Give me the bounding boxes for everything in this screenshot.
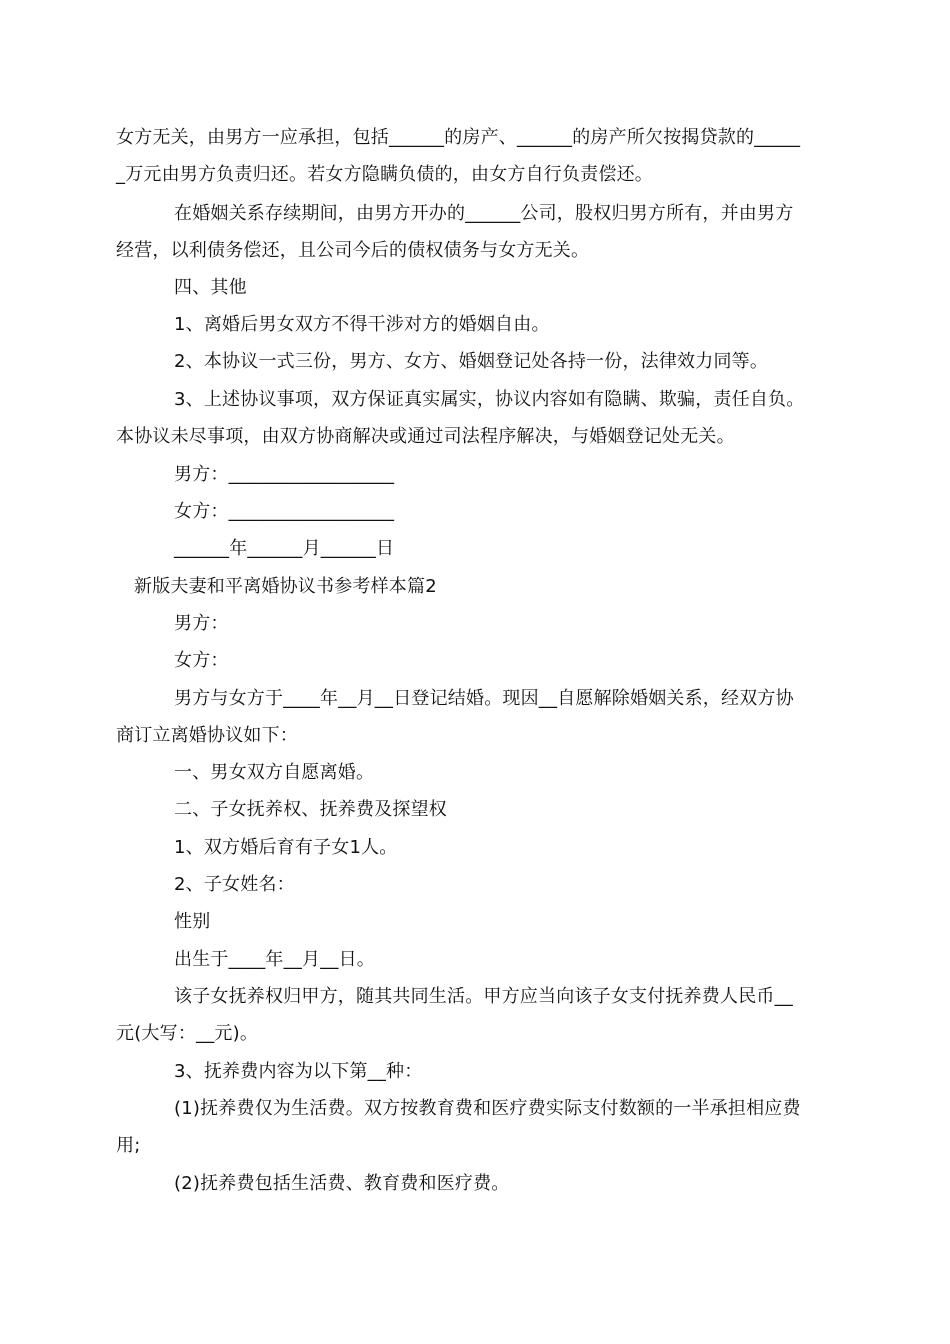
- paragraph-line: 出生于____年__月__日。: [174, 949, 375, 970]
- section-heading: 一、男女双方自愿离婚。: [174, 762, 375, 783]
- paragraph-line: 1、离婚后男女双方不得干涉对方的婚姻自由。: [174, 314, 550, 335]
- paragraph-line: 男方与女方于____年__月__日登记结婚。现因__自愿解除婚姻关系，经双方协: [174, 688, 794, 709]
- paragraph-line: (2)抚养费包括生活费、教育费和医疗费。: [174, 1173, 510, 1194]
- document-title: 新版夫妻和平离婚协议书参考样本篇2: [134, 576, 437, 597]
- paragraph-line: 商订立离婚协议如下：: [116, 725, 298, 746]
- section-heading: 四、其他: [174, 277, 247, 298]
- section-heading: 二、子女抚养权、抚养费及探望权: [174, 799, 447, 820]
- paragraph-line: 性别: [174, 911, 211, 932]
- paragraph-line: 女方无关，由男方一应承担，包括______的房产、______的房产所欠按揭贷款的_____: [116, 127, 801, 148]
- paragraph-line: 3、抚养费内容为以下第__种：: [174, 1061, 423, 1082]
- paragraph-line: (1)抚养费仅为生活费。双方按教育费和医疗费实际支付数额的一半承担相应费: [174, 1098, 801, 1119]
- paragraph-line: 该子女抚养权归甲方，随其共同生活。甲方应当向该子女支付抚养费人民币__: [174, 986, 793, 1007]
- paragraph-line: 3、上述协议事项，双方保证真实属实，协议内容如有隐瞒、欺骗，责任自负。: [174, 389, 805, 410]
- paragraph-line: 经营，以利债务偿还，且公司今后的债权债务与女方无关。: [116, 240, 590, 261]
- paragraph-line: 本协议未尽事项，由双方协商解决或通过司法程序解决，与婚姻登记处无关。: [116, 426, 735, 447]
- paragraph-line: 元(大写：__元)。: [116, 1023, 259, 1044]
- signature-line-female: 女方：__________________: [174, 501, 395, 522]
- signature-line-male: 男方：__________________: [174, 464, 395, 485]
- paragraph-line: _万元由男方负责归还。若女方隐瞒负债的，由女方自行负责偿还。: [116, 164, 653, 185]
- paragraph-line: 2、本协议一式三份，男方、女方、婚姻登记处各持一份，法律效力同等。: [174, 351, 769, 372]
- paragraph-line: 在婚姻关系存续期间，由男方开办的______公司，股权归男方所有，并由男方: [174, 203, 794, 224]
- party-female: 女方：: [174, 650, 229, 671]
- paragraph-line: 2、子女姓名：: [174, 874, 295, 895]
- party-male: 男方：: [174, 613, 229, 634]
- paragraph-line: 用;: [116, 1135, 141, 1156]
- date-line: ______年______月______日: [174, 538, 395, 559]
- paragraph-line: 1、双方婚后育有子女1人。: [174, 837, 398, 858]
